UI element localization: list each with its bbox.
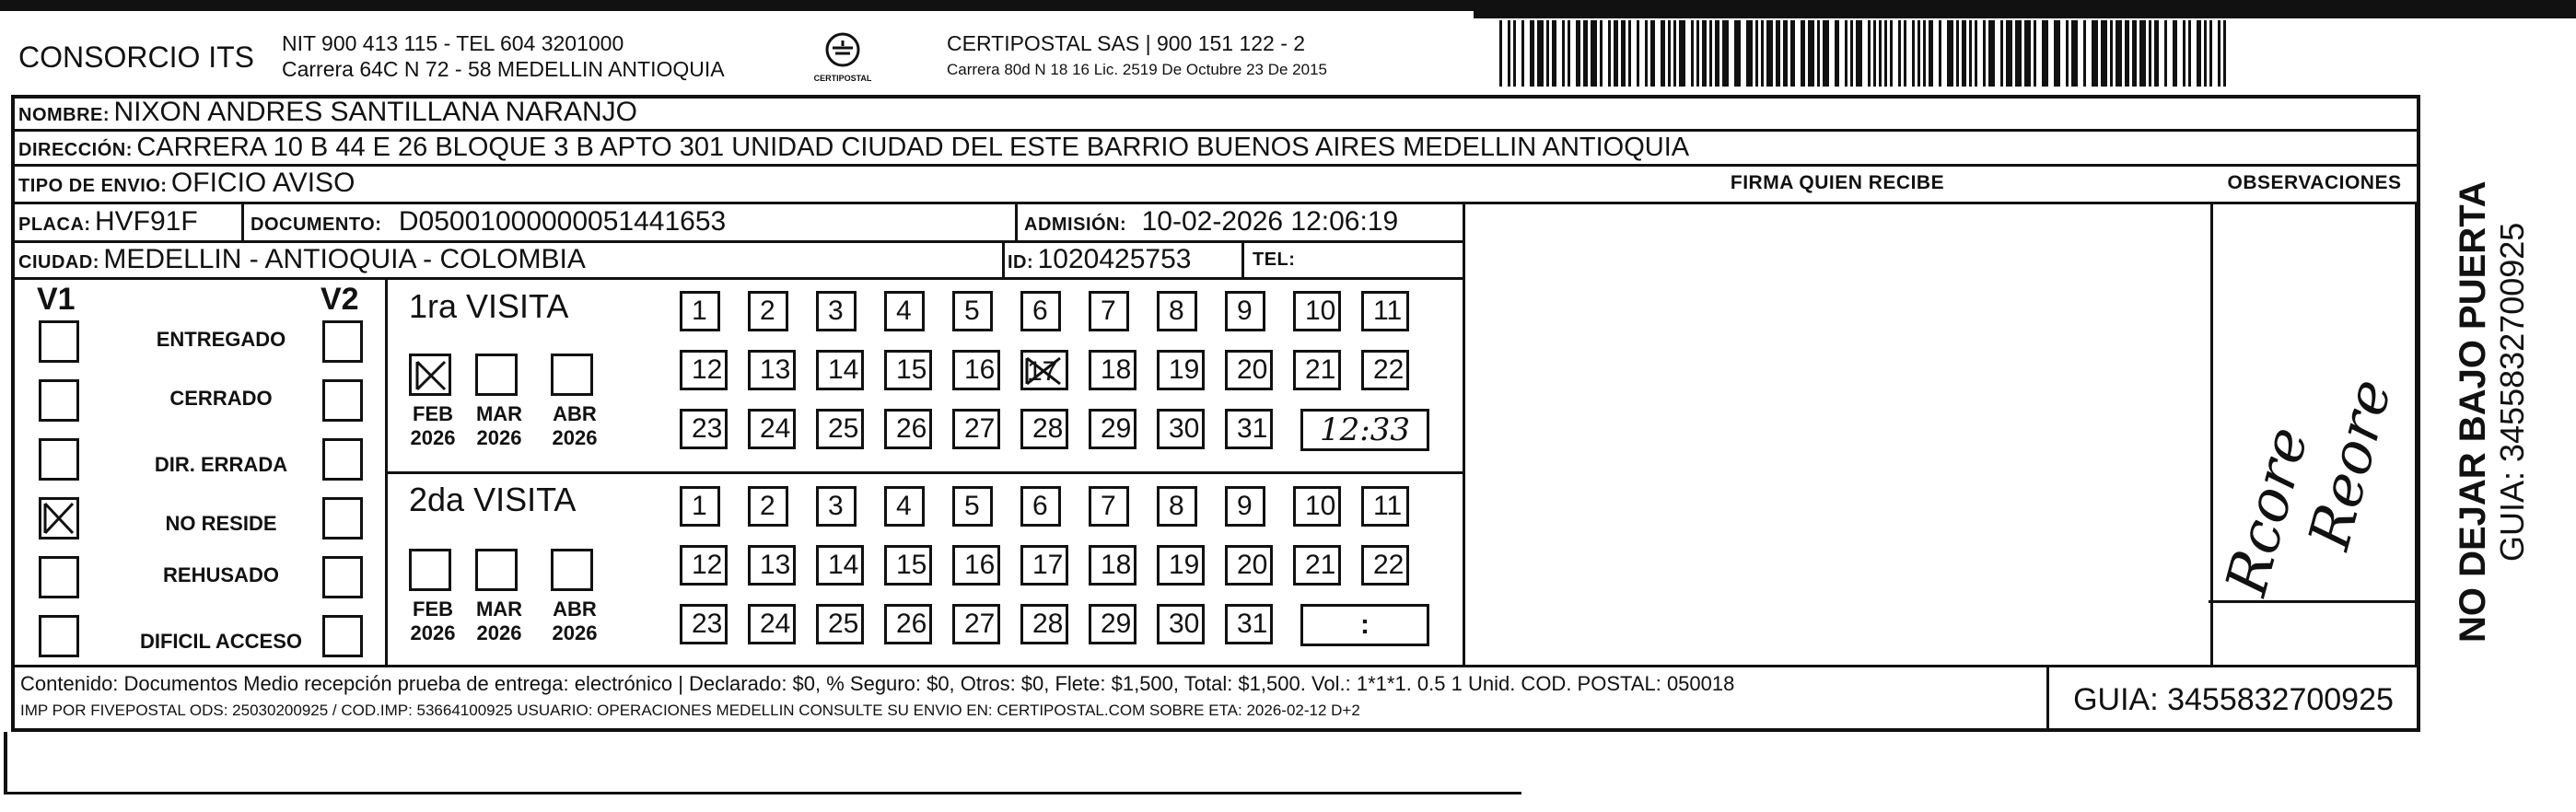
barcode-bar [1645, 20, 1648, 87]
day-checkbox[interactable]: 27 [952, 604, 1000, 644]
barcode-bar [1850, 20, 1853, 87]
col-divider [241, 202, 244, 240]
day-checkbox[interactable]: 22 [1361, 545, 1409, 586]
status-option-label: REHUSADO [163, 563, 279, 586]
barcode-bar [2054, 20, 2060, 87]
day-checkbox[interactable]: 6 [1020, 291, 1061, 331]
checkmark-x-icon [412, 356, 449, 393]
day-checkbox[interactable]: 9 [1225, 486, 1265, 527]
row-divider [13, 277, 1464, 280]
barcode-bar [2197, 20, 2201, 87]
barcode-bar [1696, 20, 1699, 87]
tel-label: TEL: [1253, 249, 1296, 270]
month-year: 2026 [476, 621, 522, 644]
barcode-bar [2164, 20, 2167, 87]
placa-value: HVF91F [95, 206, 198, 237]
barcode-bar [1702, 20, 1707, 87]
barcode-bar [1783, 20, 1788, 87]
barcode-bar [2173, 20, 2177, 87]
barcode-bar [1808, 20, 1814, 87]
day-checkbox[interactable]: 3 [816, 291, 857, 331]
barcode-bar [2209, 20, 2212, 87]
barcode-bar [1969, 20, 1972, 87]
barcode-bar [2092, 20, 2098, 87]
day-checkbox[interactable]: 29 [1089, 604, 1136, 644]
col-divider [1463, 202, 1465, 667]
day-checkbox[interactable]: 8 [1157, 291, 1197, 331]
barcode-bar [2183, 20, 2186, 87]
time-separator: : [1360, 609, 1370, 640]
lower-edge-bottom [4, 792, 1521, 795]
barcode-bar [2071, 20, 2078, 87]
visit-divider [385, 471, 1464, 474]
day-checkbox[interactable]: 15 [884, 350, 932, 390]
barcode-bar [1766, 20, 1773, 87]
barcode-bar [1845, 20, 1847, 87]
barcode-bar [2024, 20, 2031, 87]
barcode [1499, 20, 2232, 87]
barcode-bar [1546, 20, 1549, 87]
day-checkbox[interactable]: 31 [1225, 409, 1273, 449]
top-edge-bar [0, 0, 2576, 11]
barcode-bar [1912, 20, 1915, 87]
barcode-bar [1583, 20, 1588, 87]
row-divider [13, 665, 2419, 667]
barcode-bar [1637, 20, 1639, 87]
barcode-bar [1576, 20, 1580, 87]
footer-contenido: Contenido: Documentos Medio recepción prueba de entrega: electrónico | Declarado: $0, % Seguro: $0, Otros: $0, Flete: $1,500, Total: $1,500. Vol.: 1*1*1. 0.5 1 Unid. COD. POSTAL: 050018 [20, 672, 1735, 695]
barcode-bar [1661, 20, 1665, 87]
barcode-bar [1691, 20, 1694, 87]
time-field[interactable] [1300, 604, 1429, 646]
admision-cell [1024, 203, 1398, 240]
barcode-bar [2000, 20, 2003, 87]
month-checkbox[interactable] [409, 354, 451, 396]
barcode-bar [1923, 20, 1926, 87]
nombre-label: NOMBRE: [18, 105, 111, 125]
day-checkbox[interactable]: 2 [748, 291, 788, 331]
barcode-bar [1904, 20, 1906, 87]
barcode-bar [1600, 20, 1603, 87]
barcode-bar [1608, 20, 1611, 87]
status-option-label: DIFICIL ACCESO [139, 630, 302, 653]
day-checkbox[interactable]: 10 [1293, 291, 1341, 331]
day-checkbox[interactable]: 19 [1157, 545, 1205, 586]
month-checkbox[interactable] [551, 354, 593, 396]
day-checkbox[interactable]: 1 [680, 291, 720, 331]
month-checkbox[interactable] [551, 549, 593, 591]
svg-text:CERTIPOSTAL: CERTIPOSTAL [813, 74, 872, 83]
month-label: FEB [413, 597, 453, 621]
certipostal-title: CERTIPOSTAL SAS | 900 151 122 - 2 [947, 31, 1306, 55]
obs-handwriting-2: Reore [2294, 372, 2405, 556]
col-divider [1241, 240, 1244, 277]
ciudad-value: MEDELLIN - ANTIOQUIA - COLOMBIA [103, 244, 586, 274]
day-checkbox[interactable]: 10 [1293, 486, 1341, 527]
v1-checkbox[interactable] [39, 379, 79, 422]
day-checkbox[interactable]: 29 [1089, 409, 1136, 449]
id-label: ID: [1008, 252, 1034, 273]
day-checkbox[interactable]: 23 [680, 604, 728, 644]
company-name: CONSORCIO ITS [18, 41, 255, 74]
barcode-bar [2110, 20, 2113, 87]
barcode-bar [2149, 20, 2151, 87]
direccion-row [18, 131, 1689, 164]
barcode-bar [1673, 20, 1676, 87]
barcode-bar [2015, 20, 2022, 87]
day-checkbox[interactable]: 9 [1225, 291, 1265, 331]
month-year: 2026 [410, 426, 456, 449]
barcode-bar [1761, 20, 1764, 87]
second-visit-title: 2da VISITA [409, 481, 577, 518]
handwritten-time: 12:33 [1320, 412, 1410, 448]
barcode-bar [1552, 20, 1556, 87]
barcode-bar [2101, 20, 2107, 87]
day-checkbox[interactable]: 13 [748, 350, 796, 390]
no-dejar-bajo-puerta: NO DEJAR BAJO PUERTA [2453, 180, 2493, 643]
barcode-bar [2034, 20, 2036, 87]
barcode-bar [1890, 20, 1893, 87]
v2-label: V2 [321, 282, 359, 317]
certipostal-address: Carrera 80d N 18 16 Lic. 2519 De Octubre 23 De 2015 [947, 61, 1327, 78]
tipo-value: OFICIO AVISO [170, 168, 356, 198]
day-checkbox[interactable]: 5 [952, 486, 993, 527]
day-checkbox[interactable]: 30 [1157, 604, 1205, 644]
day-checkbox[interactable]: 19 [1157, 350, 1205, 390]
barcode-bar [1917, 20, 1920, 87]
ciudad-label: CIUDAD: [18, 252, 99, 273]
barcode-bar [1884, 20, 1887, 87]
day-checkbox[interactable]: 21 [1293, 350, 1341, 390]
status-option-label: ENTREGADO [156, 328, 286, 351]
footer-guia: GUIA: 3455832700925 [2073, 682, 2394, 717]
col-divider [2046, 665, 2049, 732]
day-checkbox[interactable]: 14 [816, 350, 864, 390]
direccion-value: CARRERA 10 B 44 E 26 BLOQUE 3 B APTO 301 UNIDAD CIUDAD DEL ESTE BARRIO BUENOS AIRES MEDELLIN ANTIOQUIA [136, 133, 1690, 162]
barcode-bar [2006, 20, 2012, 87]
barcode-bar [2042, 20, 2048, 87]
v2-checkbox[interactable] [322, 379, 363, 422]
documento-cell [251, 203, 726, 240]
side-text [2428, 101, 2566, 746]
v1-checkbox[interactable] [39, 615, 79, 657]
nombre-value: NIXON ANDRES SANTILLANA NARANJO [113, 97, 637, 127]
barcode-bar [1776, 20, 1780, 87]
month-label: FEB [413, 402, 453, 425]
tipo-label: TIPO DE ENVIO: [18, 176, 168, 196]
month-label: ABR [553, 597, 597, 621]
day-checkbox[interactable]: 30 [1157, 409, 1205, 449]
day-checkbox[interactable]: 20 [1225, 545, 1273, 586]
day-checkbox[interactable]: 16 [952, 350, 1000, 390]
barcode-bar [2188, 20, 2191, 87]
barcode-bar [2139, 20, 2146, 87]
barcode-bar [1801, 20, 1805, 87]
month-label: MAR [475, 597, 523, 621]
placa-cell [18, 203, 198, 240]
barcode-bar [1879, 20, 1882, 87]
day-checkbox[interactable]: 11 [1361, 486, 1409, 527]
nombre-row [18, 96, 637, 129]
barcode-bar [1988, 20, 1995, 87]
admision-label: ADMISIÓN: [1024, 215, 1127, 235]
day-checkbox[interactable]: 2 [748, 486, 788, 527]
barcode-bar [1562, 20, 1565, 87]
lower-edge-left [4, 732, 7, 795]
footer-imp: IMP POR FIVEPOSTAL ODS: 25030200925 / COD.IMP: 53664100925 USUARIO: OPERACIONES MEDELLIN CONSULTE SU ENVIO EN: CERTIPOSTAL.COM SOBRE ETA: 2026-02-12 D+2 [20, 702, 1360, 719]
day-checkbox[interactable] [1020, 350, 1068, 390]
documento-value: D05001000000051441653 [398, 206, 727, 237]
day-checkbox[interactable]: 20 [1225, 350, 1273, 390]
v2-checkbox[interactable] [322, 556, 363, 598]
day-checkbox[interactable]: 4 [884, 486, 925, 527]
barcode-bar [1521, 20, 1524, 87]
barcode-bar [1823, 20, 1829, 87]
barcode-bar [1734, 20, 1741, 87]
col-divider [2415, 202, 2418, 667]
barcode-bar [1679, 20, 1685, 87]
placa-label: PLACA: [18, 215, 91, 235]
barcode-bar [2132, 20, 2137, 87]
day-checkbox[interactable]: 15 [884, 545, 932, 586]
col-divider [1002, 240, 1005, 277]
v2-checkbox[interactable] [322, 615, 363, 657]
barcode-bar [1508, 20, 1510, 87]
v1-checkbox[interactable] [39, 438, 79, 481]
status-option-label: DIR. ERRADA [154, 453, 288, 476]
month-checkbox[interactable] [475, 549, 518, 591]
guia-vertical: GUIA: 3455832700925 [2493, 222, 2531, 562]
id-value: 1020425753 [1037, 244, 1192, 274]
barcode-bar [1628, 20, 1631, 87]
v1-checkbox[interactable] [39, 320, 79, 363]
company-address: Carrera 64C N 72 - 58 MEDELLIN ANTIOQUIA [282, 57, 725, 81]
observaciones-header: OBSERVACIONES [2227, 172, 2402, 193]
v2-checkbox[interactable] [322, 497, 363, 539]
barcode-bar [1868, 20, 1871, 87]
barcode-bar [1983, 20, 1986, 87]
barcode-bar [2204, 20, 2207, 87]
day-checkbox[interactable]: 12 [680, 545, 728, 586]
id-cell [1008, 242, 1191, 277]
documento-label: DOCUMENTO: [251, 215, 382, 235]
day-checkbox[interactable]: 6 [1020, 486, 1061, 527]
barcode-bar [2083, 20, 2086, 87]
day-checkbox[interactable]: 31 [1225, 604, 1273, 644]
month-label: ABR [553, 402, 597, 425]
barcode-bar [1568, 20, 1570, 87]
day-checkbox[interactable]: 16 [952, 545, 1000, 586]
day-checkbox[interactable]: 21 [1293, 545, 1341, 586]
obs-handwriting-1: Rcore [2211, 420, 2322, 602]
day-checkbox[interactable]: 5 [952, 291, 993, 331]
day-checkbox[interactable]: 17 [1020, 545, 1068, 586]
barcode-bar [1817, 20, 1820, 87]
month-year: 2026 [476, 426, 522, 449]
barcode-bar [1975, 20, 1977, 87]
day-checkbox[interactable]: 12 [680, 350, 728, 390]
barcode-bar [1621, 20, 1626, 87]
barcode-bar [1947, 20, 1953, 87]
barcode-bar [1537, 20, 1544, 87]
barcode-bar [1722, 20, 1729, 87]
month-checkbox[interactable] [475, 354, 518, 396]
barcode-bar [1650, 20, 1655, 87]
day-checkbox[interactable]: 7 [1089, 486, 1129, 527]
top-edge-bar-right [1474, 11, 2576, 18]
month-label: MAR [475, 402, 523, 425]
barcode-bar [1668, 20, 1671, 87]
admision-value: 10-02-2026 12:06:19 [1141, 206, 1399, 237]
day-checkbox[interactable]: 8 [1157, 486, 1197, 527]
barcode-bar [1755, 20, 1758, 87]
status-option-label: CERRADO [169, 387, 273, 410]
day-checkbox[interactable]: 3 [816, 486, 857, 527]
barcode-bar [1499, 20, 1502, 87]
month-year: 2026 [410, 621, 456, 644]
day-checkbox[interactable]: 28 [1020, 604, 1068, 644]
barcode-bar [1898, 20, 1901, 87]
svg-text:17: 17 [1027, 356, 1058, 387]
day-checkbox[interactable]: 11 [1361, 291, 1409, 331]
barcode-bar [2154, 20, 2159, 87]
barcode-bar [1709, 20, 1712, 87]
direccion-label: DIRECCIÓN: [18, 140, 133, 160]
barcode-bar [2125, 20, 2129, 87]
day-checkbox[interactable]: 25 [816, 604, 864, 644]
barcode-bar [1835, 20, 1839, 87]
col-divider [1015, 202, 1018, 240]
observaciones-handwriting [2209, 304, 2405, 608]
day-checkbox[interactable]: 25 [816, 409, 864, 449]
day-checkbox[interactable]: 23 [680, 409, 728, 449]
day-checkbox[interactable]: 18 [1089, 545, 1136, 586]
barcode-bar [1614, 20, 1618, 87]
month-year: 2026 [552, 621, 598, 644]
checkmark-x-icon [41, 500, 76, 537]
barcode-bar [1856, 20, 1862, 87]
barcode-bar [1939, 20, 1941, 87]
v1-label: V1 [37, 282, 76, 317]
barcode-bar [1873, 20, 1876, 87]
month-checkbox[interactable] [409, 549, 451, 591]
checkmark-x-icon [1023, 353, 1066, 388]
time-field[interactable] [1300, 409, 1429, 451]
barcode-bar [1530, 20, 1534, 87]
day-checkbox[interactable]: 7 [1089, 291, 1129, 331]
barcode-bar [1746, 20, 1753, 87]
barcode-bar [1513, 20, 1516, 87]
barcode-bar [1929, 20, 1933, 87]
v2-checkbox[interactable] [322, 320, 363, 363]
v1-checkbox[interactable] [39, 497, 79, 539]
day-checkbox[interactable]: 26 [884, 409, 932, 449]
day-checkbox[interactable]: 27 [952, 409, 1000, 449]
certipostal-logo [810, 29, 875, 87]
barcode-bar [1962, 20, 1966, 87]
status-option-label: NO RESIDE [165, 512, 277, 535]
v2-checkbox[interactable] [322, 438, 363, 481]
first-visit-title: 1ra VISITA [409, 287, 569, 325]
tipo-row [18, 166, 355, 201]
barcode-bar [1715, 20, 1719, 87]
barcode-bar [1790, 20, 1795, 87]
barcode-bar [2066, 20, 2069, 87]
barcode-bar [1956, 20, 1959, 87]
day-checkbox[interactable]: 4 [884, 291, 925, 331]
day-checkbox[interactable]: 28 [1020, 409, 1068, 449]
day-checkbox[interactable]: 24 [748, 409, 796, 449]
day-checkbox[interactable]: 14 [816, 545, 864, 586]
ciudad-cell [18, 242, 586, 277]
barcode-bar [2116, 20, 2122, 87]
day-checkbox[interactable]: 22 [1361, 350, 1409, 390]
company-nit: NIT 900 413 115 - TEL 604 3201000 [282, 31, 624, 55]
month-year: 2026 [552, 426, 598, 449]
day-checkbox[interactable]: 24 [748, 604, 796, 644]
day-checkbox[interactable]: 18 [1089, 350, 1136, 390]
firma-header: FIRMA QUIEN RECIBE [1730, 172, 1945, 193]
day-checkbox[interactable]: 1 [680, 486, 720, 527]
day-checkbox[interactable]: 26 [884, 604, 932, 644]
day-checkbox[interactable]: 13 [748, 545, 796, 586]
barcode-bar [2218, 20, 2220, 87]
v1-checkbox[interactable] [39, 556, 79, 598]
barcode-bar [1591, 20, 1597, 87]
barcode-bar [2223, 20, 2226, 87]
